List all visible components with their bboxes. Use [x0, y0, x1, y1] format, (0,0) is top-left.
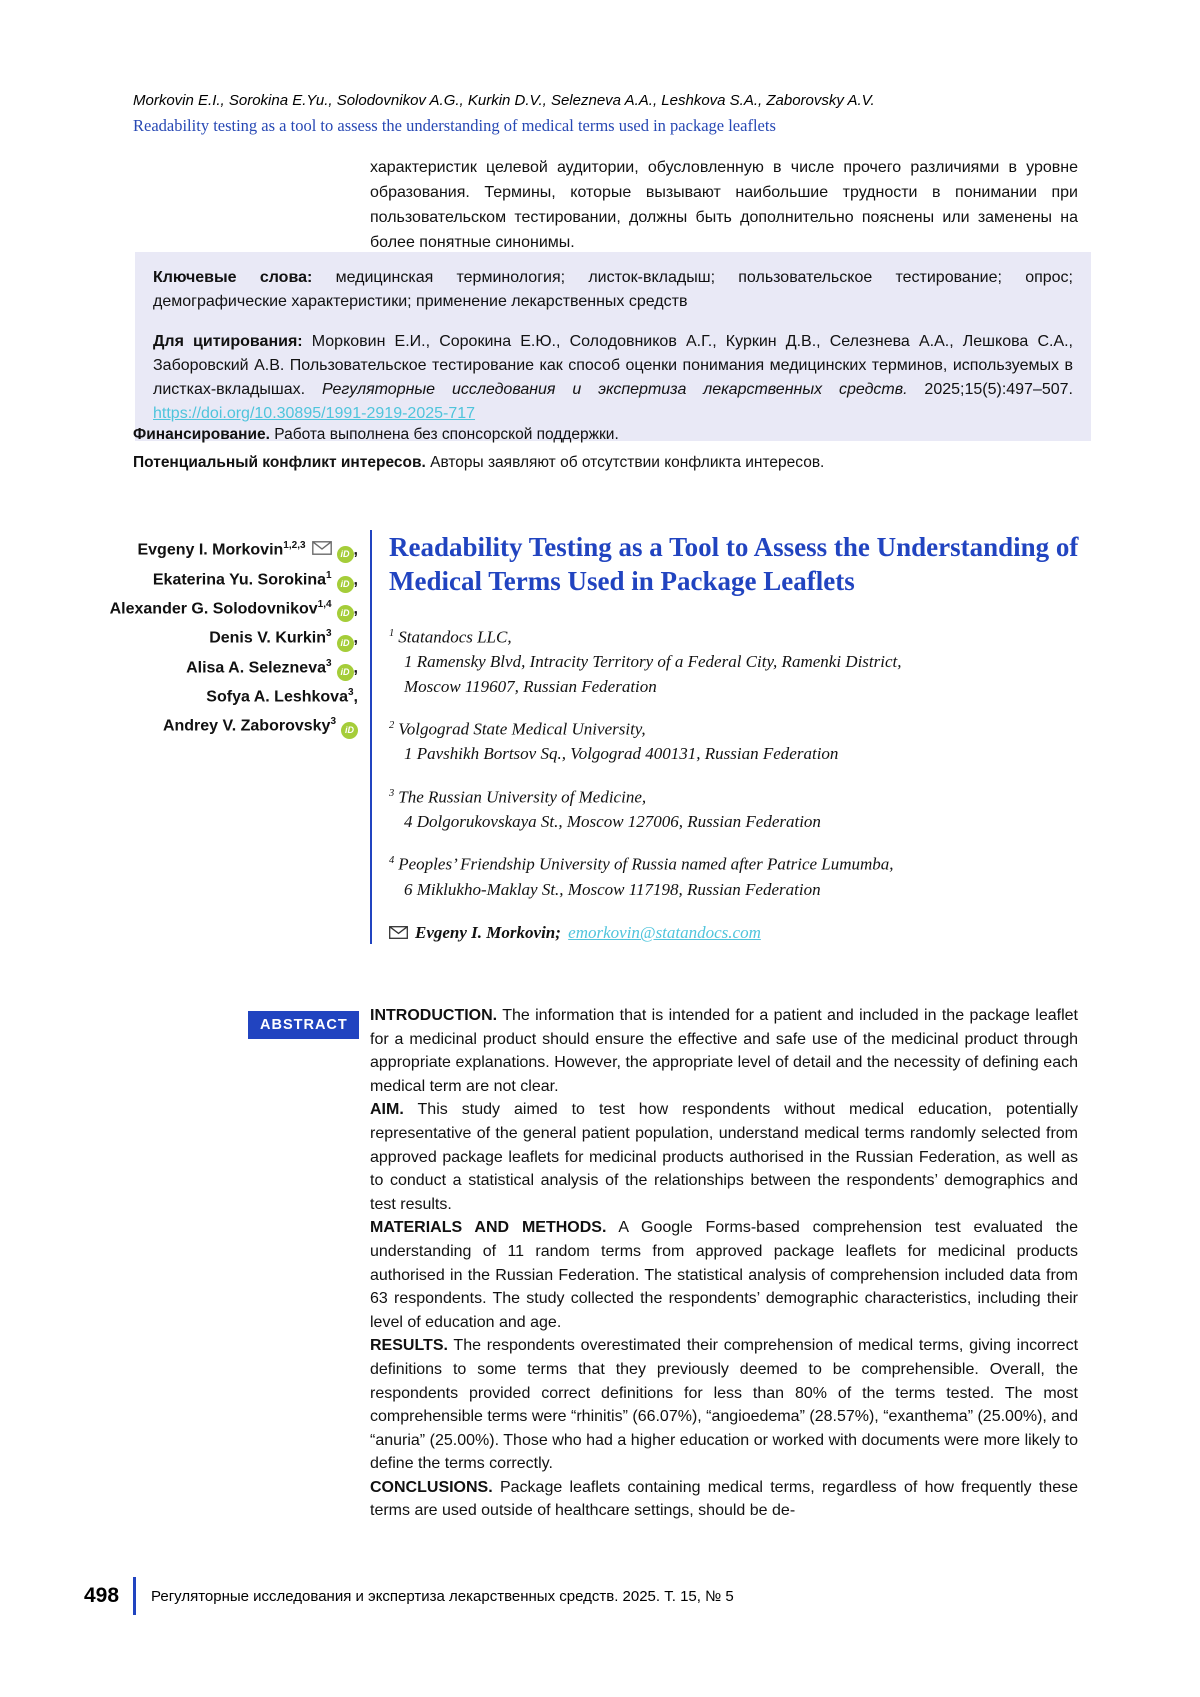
running-head: [133, 92, 1083, 136]
abstract-section-text: The respondents overestimated their comprehension of medical terms, giving incorrect definitions to some terms that they previously deemed to be comprehensible. Overall, the respondents provided correct definitions for less than 80% of the terms tested. The most comprehensible terms were “rhinitis” (66.07%), “angioedema” (28.57%), “exanthema” (25.00%), and “anuria” (25.00%). Those who had a higher education or worked with documents were more likely to define the terms correctly.: [370, 1337, 1079, 1473]
affiliation-line: [389, 849, 1082, 877]
author-entry: [100, 534, 358, 564]
article-title-block: [370, 530, 1082, 944]
author-separator: ,: [353, 600, 358, 618]
abstract-section-text: This study aimed to test how respondents without medical education, potentially representative of the general patient population, understand medical terms randomly selected from approved package leaflets for medicinal products authorised in the Russian Federation, as well as to conduct a statistical analysis of the relationships between the respondents’ demographics and test results.: [370, 1101, 1078, 1213]
keywords-label: Ключевые слова:: [153, 269, 313, 286]
author-entry: [100, 652, 358, 681]
affiliation: [389, 782, 1082, 835]
abstract-badge: ABSTRACT: [248, 1011, 359, 1039]
abstract-body: [370, 1004, 1078, 1523]
abstract-section: [370, 1004, 1078, 1098]
affiliation-name: Statandocs LLC,: [398, 627, 512, 647]
affiliation-line: Moscow 119607, Russian Federation: [404, 676, 657, 696]
affiliation-sup: 3: [389, 787, 395, 799]
orcid-icon[interactable]: [337, 546, 354, 563]
running-head-authors: Morkovin E.I., Sorokina E.Yu., Solodovnikov A.G., Kurkin D.V., Selezneva A.A., Leshkova S.A., Zaborovsky A.V.: [133, 92, 875, 109]
conflict-label: Потенциальный конфликт интересов.: [133, 454, 426, 471]
author-affil-sup: 1,4: [317, 599, 332, 611]
abstract-section: [370, 1334, 1078, 1476]
funding-statement: [133, 424, 1091, 446]
author-separator: ,: [353, 629, 358, 647]
abstract-section-label: INTRODUCTION.: [370, 1007, 498, 1024]
affiliation-line: 1 Ramensky Blvd, Intracity Territory of a Federal City, Ramenki District,: [404, 652, 902, 672]
affiliation-line: [389, 714, 1082, 742]
conflict-text: Авторы заявляют об отсутствии конфликта интересов.: [430, 454, 825, 471]
page-number: 498: [84, 1584, 120, 1607]
author-entry: [100, 681, 358, 710]
author-affil-sup: 3: [347, 687, 354, 699]
email-link[interactable]: emorkovin@statandocs.com: [568, 923, 761, 943]
author-separator: ,: [353, 571, 358, 589]
abstract-section: [370, 1216, 1078, 1334]
author-affil-sup: 1,2,3: [283, 540, 306, 551]
affiliation-sup: 2: [389, 720, 395, 732]
affiliation-line: [389, 782, 1082, 810]
author-entry: [100, 593, 358, 622]
orcid-icon[interactable]: [337, 605, 354, 622]
author-affil-sup: 3: [325, 657, 332, 669]
affiliation-line: 6 Miklukho-Maklay St., Moscow 117198, Russian Federation: [404, 879, 821, 899]
abstract-section: [370, 1476, 1078, 1523]
abstract-section-label: CONCLUSIONS.: [370, 1478, 493, 1496]
author-name: Alexander G. Solodovnikov: [109, 600, 318, 618]
funding-text: Работа выполнена без спонсорской поддержки.: [274, 426, 619, 443]
mail-icon: [389, 924, 408, 944]
affiliation-sup: 1: [389, 628, 395, 639]
affiliation-name: Volgograd State Medical University,: [398, 719, 646, 739]
abstract-section-text: Package leaflets containing medical terms, regardless of how frequently these terms are used outside of healthcare settings, should be de-: [370, 1478, 1079, 1520]
author-name: Ekaterina Yu. Sorokina: [152, 571, 326, 589]
conflict-statement: [133, 452, 1091, 474]
abstract-section-label: RESULTS.: [370, 1337, 448, 1355]
affiliation-line: 1 Pavshikh Bortsov Sq., Volgograd 400131, Russian Federation: [404, 744, 839, 764]
doi-link[interactable]: https://doi.org/10.30895/1991-2919-2025-717: [153, 405, 476, 422]
abstract-section-text: The information that is intended for a patient and included in the package leaflet for a medicinal product should ensure the effective and safe use of the medicinal product through appropriate explanations. However, the appropriate level of detail and the necessity of defining each medical term are not clear.: [370, 1007, 1078, 1095]
abstract-section: [370, 1098, 1078, 1216]
correspondence-name: Evgeny I. Morkovin;: [415, 923, 561, 943]
affiliation: [389, 849, 1082, 902]
orcid-icon[interactable]: [337, 664, 354, 681]
orcid-icon[interactable]: [337, 576, 354, 593]
footer-divider: [133, 1577, 136, 1615]
page-footer: [84, 1577, 734, 1615]
author-name: Denis V. Kurkin: [209, 629, 326, 647]
affiliation-sup: 4: [389, 855, 395, 867]
article-title: Readability Testing as a Tool to Assess the Understanding of Medical Terms Used in Package Leaflets: [389, 532, 1079, 596]
affiliation-line: 4 Dolgorukovskaya St., Moscow 127006, Russian Federation: [404, 811, 821, 831]
author-entry: [100, 710, 358, 739]
mail-icon[interactable]: [312, 539, 332, 564]
author-name: Evgeny I. Morkovin: [137, 541, 284, 559]
author-name: Andrey V. Zaborovsky: [162, 717, 331, 735]
author-entry: [100, 564, 358, 593]
keywords-text: медицинская терминология; листок-вкладыш; пользовательское тестирование; опрос; демографические характеристики; применение лекарственных средств: [153, 269, 1073, 310]
affiliation-line: [389, 622, 1082, 650]
correspondence-line: [389, 923, 1082, 944]
author-affil-sup: 3: [330, 715, 336, 727]
author-separator: ,: [353, 659, 358, 677]
footer-journal-line: Регуляторные исследования и экспертиза лекарственных средств. 2025. Т. 15, № 5: [151, 1587, 734, 1605]
funding-label: Финансирование.: [133, 426, 270, 443]
abstract-section-label: MATERIALS AND METHODS.: [370, 1219, 607, 1237]
orcid-icon[interactable]: [341, 722, 358, 739]
running-head-title: Readability testing as a tool to assess the understanding of medical terms used in package leaflets: [133, 116, 776, 135]
orcid-icon[interactable]: [337, 635, 354, 652]
keywords-paragraph: [153, 266, 1073, 314]
author-affil-sup: 3: [325, 628, 332, 640]
citation-label: Для цитирования:: [153, 333, 303, 350]
abstract-section-text: A Google Forms-based comprehension test evaluated the understanding of 11 random terms from approved package leaflets for medicinal products authorised in the Russian Federation. The statistical analysis of comprehension included data from 63 respondents. The study collected the respondents’ demographic characteristics, including their level of education and age.: [370, 1219, 1079, 1331]
citation-text: Морковин Е.И., Сорокина Е.Ю., Солодовников А.Г., Куркин Д.В., Селезнева А.А., Лешкова С.А., Заборовский А.В. Пользовательское тестирование как способ оценки понимания медицинских терминов, используемых в листках-вкладышах.: [153, 333, 1074, 398]
citation-paragraph: [153, 330, 1073, 426]
author-separator: ,: [353, 688, 358, 706]
keywords-citation-box: [135, 252, 1091, 441]
author-name: Alisa A. Selezneva: [186, 659, 326, 677]
affiliation: [389, 622, 1082, 699]
author-name: Sofya A. Leshkova: [206, 688, 348, 706]
authors-column: [100, 534, 358, 739]
author-affil-sup: 1: [325, 569, 332, 581]
author-entry: [100, 622, 358, 651]
affiliation-name: Peoples’ Friendship University of Russia named after Patrice Lumumba,: [398, 855, 894, 875]
author-separator: ,: [353, 541, 358, 559]
abstract-section-label: AIM.: [370, 1101, 404, 1119]
citation-journal: Регуляторные исследования и экспертиза лекарственных средств.: [321, 381, 908, 398]
citation-ref: 2025;15(5):497–507.: [924, 381, 1073, 398]
lead-paragraph: характеристик целевой аудитории, обусловленную в числе прочего различиями в уровне образования. Термины, которые вызывают наибольшие трудности в понимании при пользовательском тестировании, должны быть дополнительно пояснены или заменены на более понятные синонимы.: [370, 159, 1078, 251]
affiliation: [389, 714, 1082, 767]
affiliation-name: The Russian University of Medicine,: [398, 787, 647, 807]
